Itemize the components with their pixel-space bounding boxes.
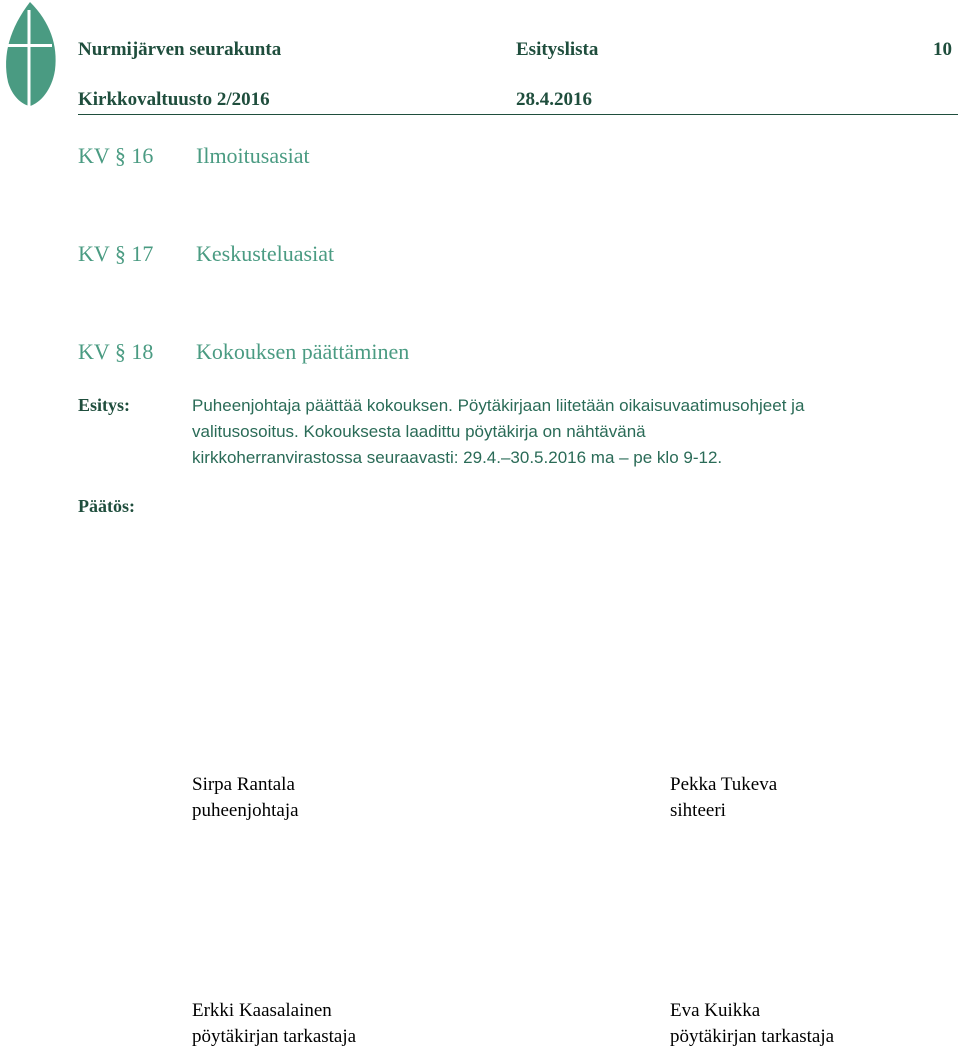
signature-name: Pekka Tukeva (670, 774, 778, 795)
section-title-17: Keskusteluasiat (196, 241, 335, 266)
section-title-16: Ilmoitusasiat (196, 143, 310, 168)
esitys-line: Puheenjohtaja päättää kokouksen. Pöytäkirjaan liitetään oikaisuvaatimusohjeet ja (192, 396, 805, 415)
header-body: Kirkkovaltuusto 2/2016 (78, 89, 270, 110)
paatos-label: Päätös: (78, 496, 135, 516)
signature-name: Sirpa Rantala (192, 774, 295, 795)
signature-role: sihteeri (670, 800, 726, 821)
esitys-text (192, 393, 932, 471)
section-title-18: Kokouksen päättäminen (196, 339, 410, 364)
esitys-label: Esitys: (78, 395, 131, 415)
signature-secretary (670, 772, 777, 824)
header-page-number: 10 (933, 39, 952, 60)
section-number-16: KV § 16 (78, 143, 154, 168)
church-logo-icon (0, 0, 60, 108)
signature-name: Erkki Kaasalainen (192, 1000, 332, 1021)
esitys-line: valitusosoitus. Kokouksesta laadittu pöytäkirja on nähtävänä (192, 422, 646, 441)
section-number-18: KV § 18 (78, 339, 154, 364)
header-doc-type: Esityslista (516, 39, 599, 60)
signature-inspector-1 (192, 998, 356, 1050)
header-divider (78, 114, 958, 115)
section-number-17: KV § 17 (78, 241, 154, 266)
header-org: Nurmijärven seurakunta (78, 39, 282, 60)
signature-role: pöytäkirjan tarkastaja (670, 1026, 835, 1047)
signature-chair (192, 772, 299, 824)
signature-role: pöytäkirjan tarkastaja (192, 1026, 357, 1047)
signature-role: puheenjohtaja (192, 800, 299, 821)
signature-name: Eva Kuikka (670, 1000, 761, 1021)
signature-inspector-2 (670, 998, 834, 1050)
header-date: 28.4.2016 (516, 89, 592, 110)
esitys-line: kirkkoherranvirastossa seuraavasti: 29.4.–30.5.2016 ma – pe klo 9-12. (192, 448, 723, 467)
